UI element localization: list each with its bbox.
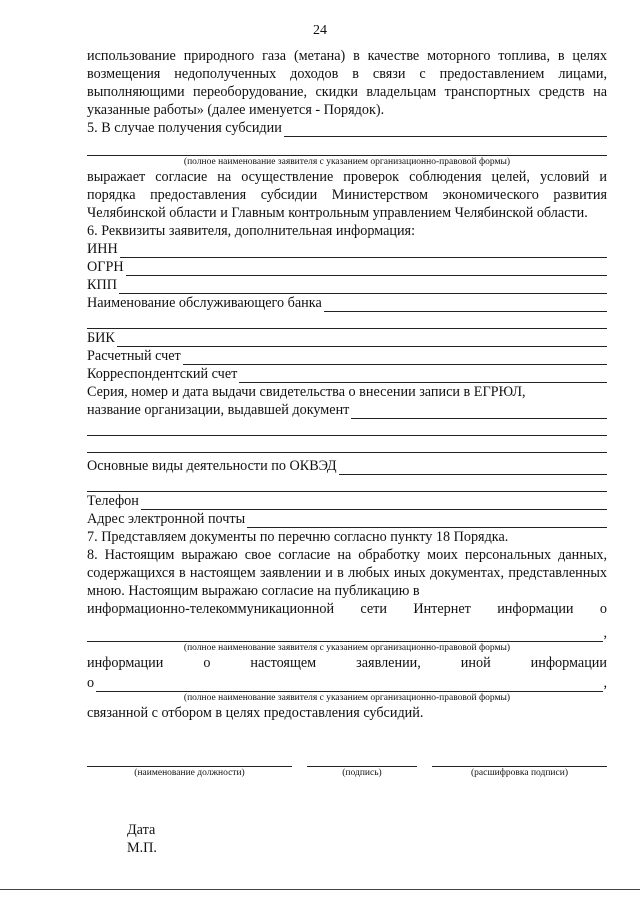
date-stamp-block [127,821,607,857]
item8-word-2: сети [360,601,387,617]
signature-field[interactable] [307,752,417,767]
info-applicant-field[interactable] [96,678,603,692]
item5-applicant-field-line2[interactable] [87,141,607,156]
bik-row [87,329,607,347]
inn-row [87,240,607,258]
bank-label: Наименование обслуживающего банка [87,295,322,311]
decoding-column [432,752,607,779]
item5-row [87,119,607,137]
account-label: Расчетный счет [87,348,181,364]
okved-field[interactable] [339,461,607,475]
info-line [87,654,607,672]
bank-row [87,294,607,312]
signature-caption: (подпись) [342,768,382,778]
account-row [87,347,607,365]
signature-block [87,752,607,779]
egrul-label-1: Серия, номер и дата выдачи свидетельства о внесении записи в ЕГРЮЛ, [87,384,526,400]
corr-row [87,365,607,383]
egrul-row [87,401,607,419]
item6-title: 6. Реквизиты заявителя, дополнительная информация: [87,223,416,239]
comma-2: , [603,675,607,691]
email-field[interactable] [247,514,607,528]
bank-field[interactable] [324,298,607,312]
egrul-label-2: название организации, выдавшей документ [87,402,350,418]
okved-label: Основные виды деятельности по ОКВЭД [87,458,337,474]
kpp-row [87,276,607,294]
account-field[interactable] [183,351,607,365]
publication-applicant-row [87,624,607,642]
position-field[interactable] [87,752,292,767]
caption-applicant-1: (полное наименование заявителя с указанием организационно-правовой формы) [183,157,511,167]
decoding-caption: (расшифровка подписи) [471,768,568,778]
page-number: 24 [313,23,327,38]
date-label: Дата [127,822,156,838]
item8-word-1: информационно-телекоммуникационной [87,601,335,617]
inn-field[interactable] [120,244,607,258]
publication-applicant-field[interactable] [87,628,603,642]
info-word-3: настоящем [250,655,317,671]
email-label: Адрес электронной почты [87,511,246,527]
info-word-2: о [203,655,211,671]
phone-label: Телефон [87,493,139,509]
kpp-label: КПП [87,277,117,293]
okved-row [87,457,607,475]
info-word-6: информации [530,655,607,671]
ogrn-field[interactable] [126,262,607,276]
ogrn-label: ОГРН [87,259,124,275]
item7-text: 7. Представляем документы по перечню согласно пункту 18 Порядка. [87,529,509,545]
email-row [87,510,607,528]
bik-label: БИК [87,330,115,346]
item5-applicant-field[interactable] [284,123,607,137]
info-applicant-row [87,674,607,692]
inn-label: ИНН [87,241,118,257]
info-word-1: информации [87,655,164,671]
item5-text: выражает согласие на осуществление проверок соблюдения целей, условий и порядка предоставления субсидии Министерством экономического развития Челябинской области и Главным контрольным управлением Челябинской области. [87,169,607,221]
mp-label: М.П. [127,840,157,856]
final-line: связанной с отбором в целях предоставления субсидий. [87,705,424,721]
kpp-field[interactable] [119,280,607,294]
item5-label: 5. В случае получения субсидии [87,120,282,136]
info-word-4: заявлении, [356,655,421,671]
item8-word-5: о [599,601,607,617]
egrul-field-line3[interactable] [87,438,607,453]
decoding-field[interactable] [432,752,607,767]
position-column [87,752,292,779]
bik-field[interactable] [117,333,607,347]
caption-applicant-3: (полное наименование заявителя с указанием организационно-правовой формы) [183,693,511,703]
application-form-body [87,47,607,857]
o-prefix: о [87,675,95,691]
egrul-field[interactable] [351,405,607,419]
egrul-field-line2[interactable] [87,421,607,436]
signature-column [307,752,417,779]
item8-last-line [87,600,607,618]
intro-paragraph: использование природного газа (метана) в качестве моторного топлива, в целях возмещения недополученных доходов в связи с предоставлением лицами, выполняющими переоборудование, скидки владельцам транспортных средств на указанные работы» (далее именуется - Порядок). [87,48,607,118]
bottom-divider [0,889,640,890]
item8-word-3: Интернет [413,601,471,617]
corr-label: Корреспондентский счет [87,366,238,382]
bank-field-line2[interactable] [87,314,607,329]
item8-text: 8. Настоящим выражаю свое согласие на обработку моих персональных данных, содержащихся в настоящем заявлении и в любых иных документах, представленных мною. Настоящим выражаю согласие на публикацию в [87,547,607,599]
okved-field-line2[interactable] [87,477,607,492]
comma-1: , [603,625,607,641]
item8-word-4: информации [497,601,574,617]
ogrn-row [87,258,607,276]
position-caption: (наименование должности) [134,768,245,778]
info-word-5: иной [460,655,491,671]
phone-field[interactable] [141,496,607,510]
phone-row [87,492,607,510]
caption-applicant-2: (полное наименование заявителя с указанием организационно-правовой формы) [183,643,511,653]
corr-field[interactable] [239,369,607,383]
